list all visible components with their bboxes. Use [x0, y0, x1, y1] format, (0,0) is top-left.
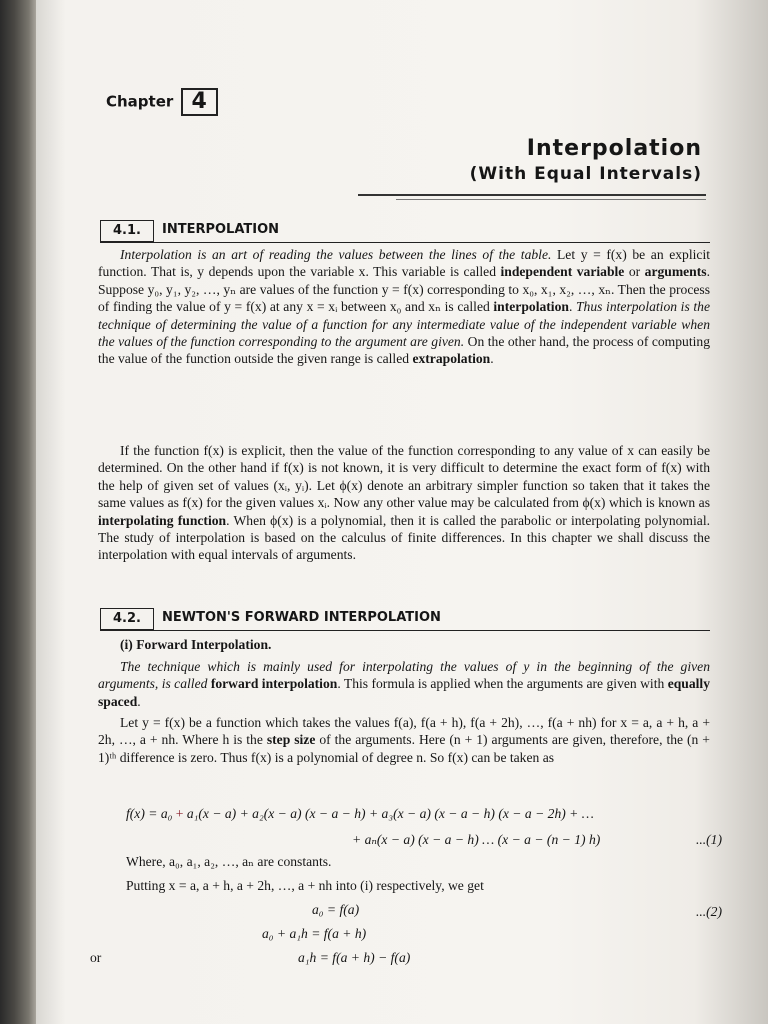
section-heading-4-1	[100, 220, 710, 243]
equation-2-line-3: a₁h = f(a + h) − f(a)	[298, 950, 411, 965]
bold-term: extrapolation	[412, 351, 491, 367]
text-span: Let y = f(x) be an explicit function. That is, y depends upon the variable x. This variable is called	[98, 247, 710, 280]
text-span: Let y = f(x) be a function which takes the values f(a), f(a + h), f(a + 2h), …, f(a + nh) for x = a, a + h, a + 2h, …, a + nh. Where h is the	[98, 715, 710, 748]
equation-1-line-2: + aₙ(x − a) (x − a − h) … (x − a − (n − 1) h)	[352, 832, 601, 847]
paragraph-interpolating-function	[98, 442, 710, 564]
text-span: .	[490, 351, 494, 367]
bold-term: interpolating function	[98, 512, 227, 528]
italic-definition: Thus interpolation is the technique of determining the value of a function for any intermediate value of the independent variable when the values of the function corresponding to the argument are given.	[98, 299, 710, 350]
or-connector: or	[90, 950, 102, 965]
title-rule-thin	[396, 199, 706, 200]
forward-interpolation-heading: (i) Forward Interpolation.	[120, 637, 272, 652]
equation-tag-2: ...(2)	[695, 904, 722, 919]
section-title: NEWTON'S FORWARD INTERPOLATION	[162, 610, 441, 625]
section-number: 4.1.	[100, 220, 154, 242]
text-span: .	[568, 299, 576, 315]
bold-term: arguments	[644, 264, 707, 280]
bold-term: interpolation	[493, 299, 569, 315]
bold-term: forward interpolation	[207, 676, 338, 692]
equation-2-line-1: a₀ = f(a)	[312, 902, 360, 917]
text-span: On the other hand, the process of computing the value of the function outside the given range is called	[98, 334, 710, 367]
substitution-note: Putting x = a, a + h, a + 2h, …, a + nh into (i) respectively, we get	[126, 878, 484, 893]
text-span: . When ϕ(x) is a polynomial, then it is called the parabolic or interpolating polynomial. The study of interpolation is based on the calculus of finite differences. In this chapter we shall discuss the interpolation with equal intervals of arguments.	[98, 512, 710, 563]
subsection-heading	[98, 636, 710, 653]
italic-definition: The technique which is mainly used for interpolating the values of y in the beginning of the given arguments, is called	[98, 659, 710, 692]
section-heading-4-2	[100, 608, 710, 631]
book-spine	[0, 0, 36, 1024]
chapter-subtitle: (With Equal Intervals)	[469, 164, 702, 184]
bold-term: step size	[266, 732, 316, 748]
paragraph-forward-interpolation	[98, 658, 710, 710]
text-span: . Suppose y₀, y₁, y₂, …, yₙ are values of the function y = f(x) corresponding to x₀, x₁, x₂, …, xₙ. Then the process of finding the value of y = f(x) at any x = xᵢ between x₀ and xₙ is called	[98, 264, 710, 315]
bold-term: independent variable	[500, 264, 625, 280]
text-span: .	[137, 693, 141, 709]
equation-text: f(x) = a₀	[126, 806, 176, 821]
chapter-label	[106, 88, 218, 116]
equation-1-line-1	[126, 806, 594, 822]
equation-tag-1: ...(1)	[695, 832, 722, 847]
paragraph-interpolation-definition	[98, 246, 710, 368]
book-page	[36, 0, 768, 1024]
equation-2-line-2: a₀ + a₁h = f(a + h)	[262, 926, 367, 941]
bold-term: equally spaced	[98, 676, 710, 709]
pencil-mark: +	[175, 806, 184, 821]
text-span: Interpolation is an art of reading the values between the lines of the table.	[120, 247, 552, 262]
title-rule	[358, 194, 706, 196]
page-bleed-through	[356, 10, 716, 60]
text-span: or	[624, 264, 645, 280]
equation-text: a₁(x − a) + a₂(x − a) (x − a − h) + a₃(x − a) (x − a − h) (x − a − 2h) + …	[183, 806, 594, 821]
constants-note: Where, a₀, a₁, a₂, …, aₙ are constants.	[126, 854, 332, 869]
section-title: INTERPOLATION	[162, 222, 280, 237]
text-span: If the function f(x) is explicit, then the value of the function corresponding to any value of x can easily be determined. On the other hand if f(x) is not known, it is very difficult to determine the exact form of f(x) with the help of given set of values (xᵢ, yᵢ). Let ϕ(x) denote an arbitrary simpler function so taken that it takes the same values as f(x) for the given values xᵢ. Now any other value may be calculated from ϕ(x) which is known as	[98, 443, 710, 511]
chapter-number: 4	[181, 88, 218, 116]
paragraph-step-size	[98, 714, 710, 766]
section-number: 4.2.	[100, 608, 154, 630]
chapter-title: Interpolation	[526, 136, 702, 161]
text-span: of the arguments. Here (n + 1) arguments are given, therefore, the (n + 1)ᵗʰ difference is zero. Thus f(x) is a polynomial of degree n. So f(x) can be taken as	[98, 732, 710, 765]
chapter-word: Chapter	[106, 92, 174, 111]
text-span: . This formula is applied when the arguments are given with	[337, 676, 668, 692]
